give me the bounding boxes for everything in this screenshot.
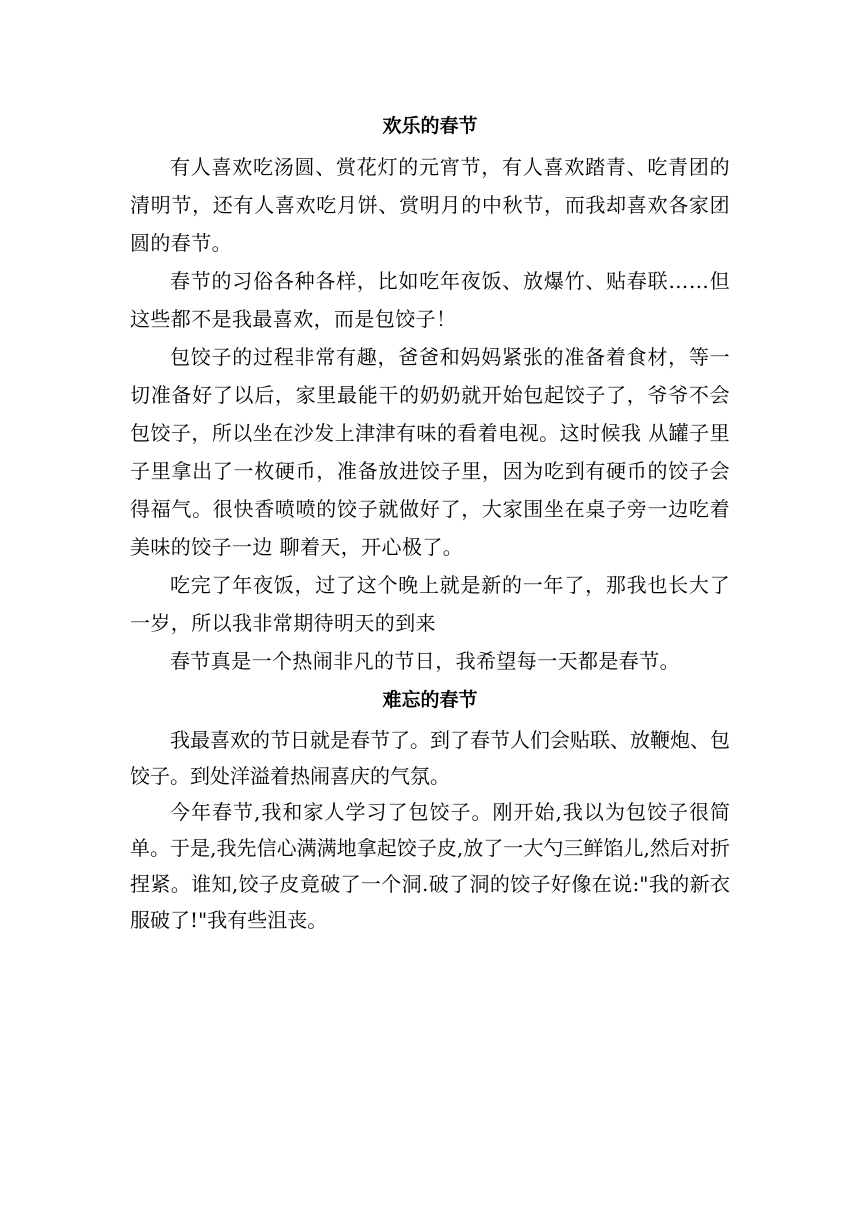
essay-title-1: 欢乐的春节 bbox=[382, 115, 478, 137]
essay2-paragraph-2: 今年春节,我和家人学习了包饺子。刚开始,我以为包饺子很简单。于是,我先信心满满地拿起饺子皮,放了一大勺三鲜馅儿,然后对折捏紧。谁知,饺子皮竟破了一个洞.破了洞的饺子好像在说:"我的新衣服破了!"我有些沮丧。 bbox=[130, 800, 730, 932]
essay1-paragraph-1: 有人喜欢吃汤圆、赏花灯的元宵节，有人喜欢踏青、吃青团的清明节，还有人喜欢吃月饼、赏明月的中秋节，而我却喜欢各家团圆的春节。 bbox=[130, 155, 730, 255]
essay1-paragraph-3: 包饺子的过程非常有趣，爸爸和妈妈紧张的准备着食材，等一切准备好了以后，家里最能干的奶奶就开始包起饺子了，爷爷不会包饺子，所以坐在沙发上津津有味的看着电视。这时候我 从罐子里子里拿出了一枚硬币，准备放进饺子里，因为吃到有硬币的饺子会得福气。很快香喷喷的饺子就做好了，大家围坐在桌子旁一边吃着美味的饺子一边 聊着天，开心极了。 bbox=[130, 345, 730, 559]
essay1-paragraph-5: 春节真是一个热闹非凡的节日，我希望每一天都是春节。 bbox=[170, 649, 680, 673]
essay-title-2: 难忘的春节 bbox=[382, 689, 478, 711]
essay2-paragraph-1: 我最喜欢的节日就是春节了。到了春节人们会贴联、放鞭炮、包饺子。到处洋溢着热闹喜庆的气氛。 bbox=[130, 728, 730, 788]
essay1-paragraph-2: 春节的习俗各种各样，比如吃年夜饭、放爆竹、贴春联……但这些都不是我最喜欢，而是包饺子！ bbox=[130, 269, 730, 331]
document-page bbox=[130, 100, 730, 938]
essay1-paragraph-4: 吃完了年夜饭，过了这个晚上就是新的一年了，那我也长大了一岁，所以我非常期待明天的到来 bbox=[130, 573, 730, 635]
